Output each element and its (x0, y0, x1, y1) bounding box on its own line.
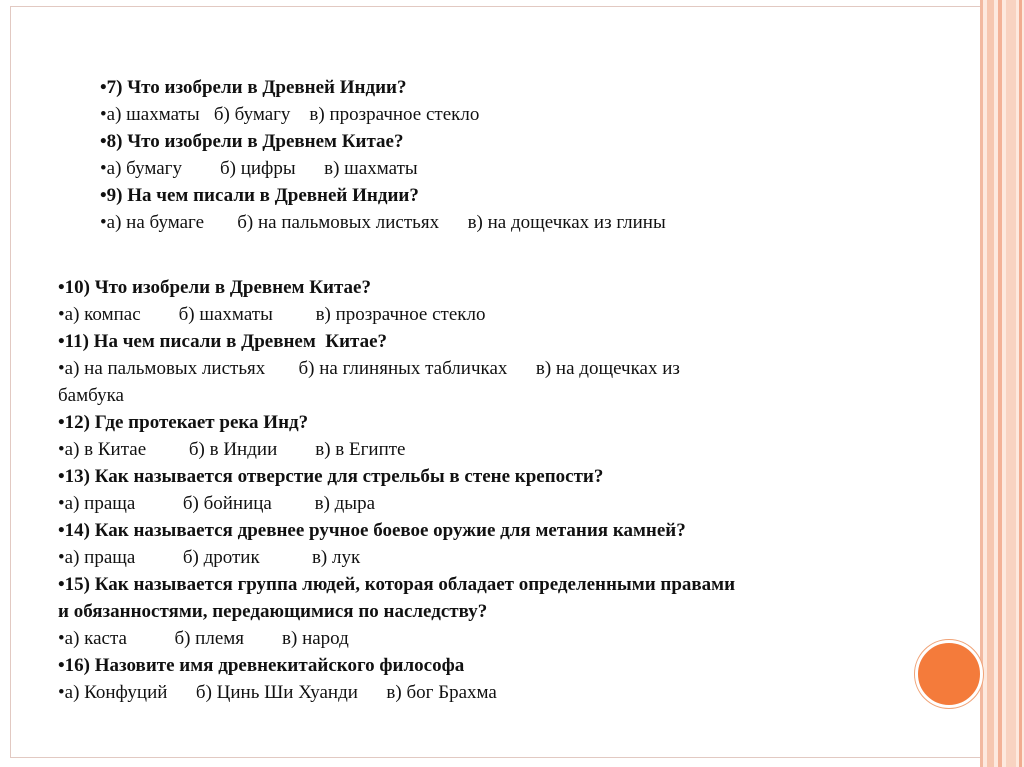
question-14: •14) Как называется древнее ручное боевое оружие для метания камней? (58, 520, 686, 541)
question-8: •8) Что изобрели в Древнем Китае? (100, 131, 404, 152)
answers-13: •а) праща б) бойница в) дыра (58, 493, 376, 514)
stripe (987, 0, 994, 767)
decorative-circle (915, 640, 983, 708)
answers-11-line-2: бамбука (58, 385, 124, 406)
question-13: •13) Как называется отверстие для стрельбы в стене крепости? (58, 466, 604, 487)
questions-block-2 (58, 274, 735, 706)
question-16: •16) Назовите имя древнекитайского философа (58, 655, 465, 676)
answers-10: •а) компас б) шахматы в) прозрачное стекло (58, 304, 486, 325)
stripe (1006, 0, 1016, 767)
question-7: •7) Что изобрели в Древней Индии? (100, 77, 407, 98)
question-9: •9) На чем писали в Древней Индии? (100, 185, 419, 206)
stripe (998, 0, 1002, 767)
question-11: •11) На чем писали в Древнем Китае? (58, 331, 388, 352)
answers-9: •а) на бумаге б) на пальмовых листьях в) на дощечках из глины (100, 212, 666, 233)
answers-11-line-1: •а) на пальмовых листьях б) на глиняных табличках в) на дощечках из (58, 358, 680, 379)
questions-block-1 (100, 74, 666, 236)
answers-16: •а) Конфуций б) Цинь Ши Хуанди в) бог Брахма (58, 682, 497, 703)
stripe (1019, 0, 1022, 767)
question-15-line-2: и обязанностями, передающимися по наследству? (58, 601, 488, 622)
question-10: •10) Что изобрели в Древнем Китае? (58, 277, 371, 298)
answers-7: •а) шахматы б) бумагу в) прозрачное стекло (100, 104, 480, 125)
answers-8: •а) бумагу б) цифры в) шахматы (100, 158, 418, 179)
answers-12: •а) в Китае б) в Индии в) в Египте (58, 439, 406, 460)
question-15-line-1: •15) Как называется группа людей, которая обладает определенными правами (58, 574, 736, 595)
stripe (980, 0, 983, 767)
question-12: •12) Где протекает река Инд? (58, 412, 309, 433)
answers-15: •а) каста б) племя в) народ (58, 628, 349, 649)
answers-14: •а) праща б) дротик в) лук (58, 547, 361, 568)
decorative-stripes (980, 0, 1024, 767)
